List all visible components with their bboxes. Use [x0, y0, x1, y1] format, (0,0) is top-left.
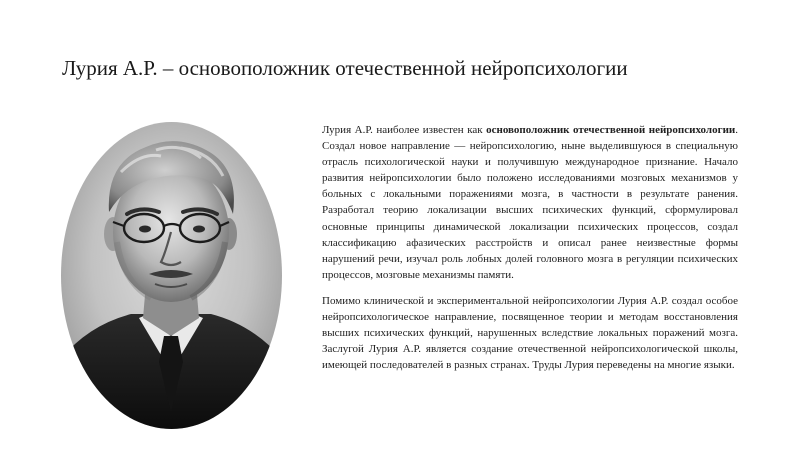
paragraph-1-bold-phrase: основоположник отечественной нейропсихологии [486, 124, 736, 136]
slide-title: Лурия А.Р. – основоположник отечественной нейропсихологии [62, 56, 628, 80]
biography-text [322, 122, 738, 383]
paragraph-1-lead: Лурия А.Р. наиболее известен как [322, 124, 487, 136]
biography-paragraph-1 [322, 122, 738, 283]
paragraph-1-rest: . Создал новое направление — нейропсихологию, ныне выделившуюся в специальную отрасль психологической науки и получившую международное признание. Начало развития нейропсихологии было положено исследованиями мозговых механизмов у больных с локальными поражениями мозга, в частности в результате ранения. Разработал теорию локализации высших психических функций, сформулировал основные принципы динамической локализации психических процессов, создал классификацию афазических расстройств и описал ранее неизвестные формы нарушений речи, изучал роль лобных долей головного мозга в регуляции психических процессов, мозговые механизмы памяти. [322, 124, 738, 281]
portrait-photo-icon [61, 122, 282, 429]
biography-paragraph-2: Помимо клинической и экспериментальной нейропсихологии Лурия А.Р. создал особое нейропсихологическое направление, посвященное теории и методам восстановления высших психических функций, нарушенных вследствие локальных поражений мозга. Заслугой Лурия А.Р. является создание отечественной нейропсихологической школы, имеющей последователей в разных странах. Труды Лурия переведены на многие языки. [322, 294, 738, 372]
